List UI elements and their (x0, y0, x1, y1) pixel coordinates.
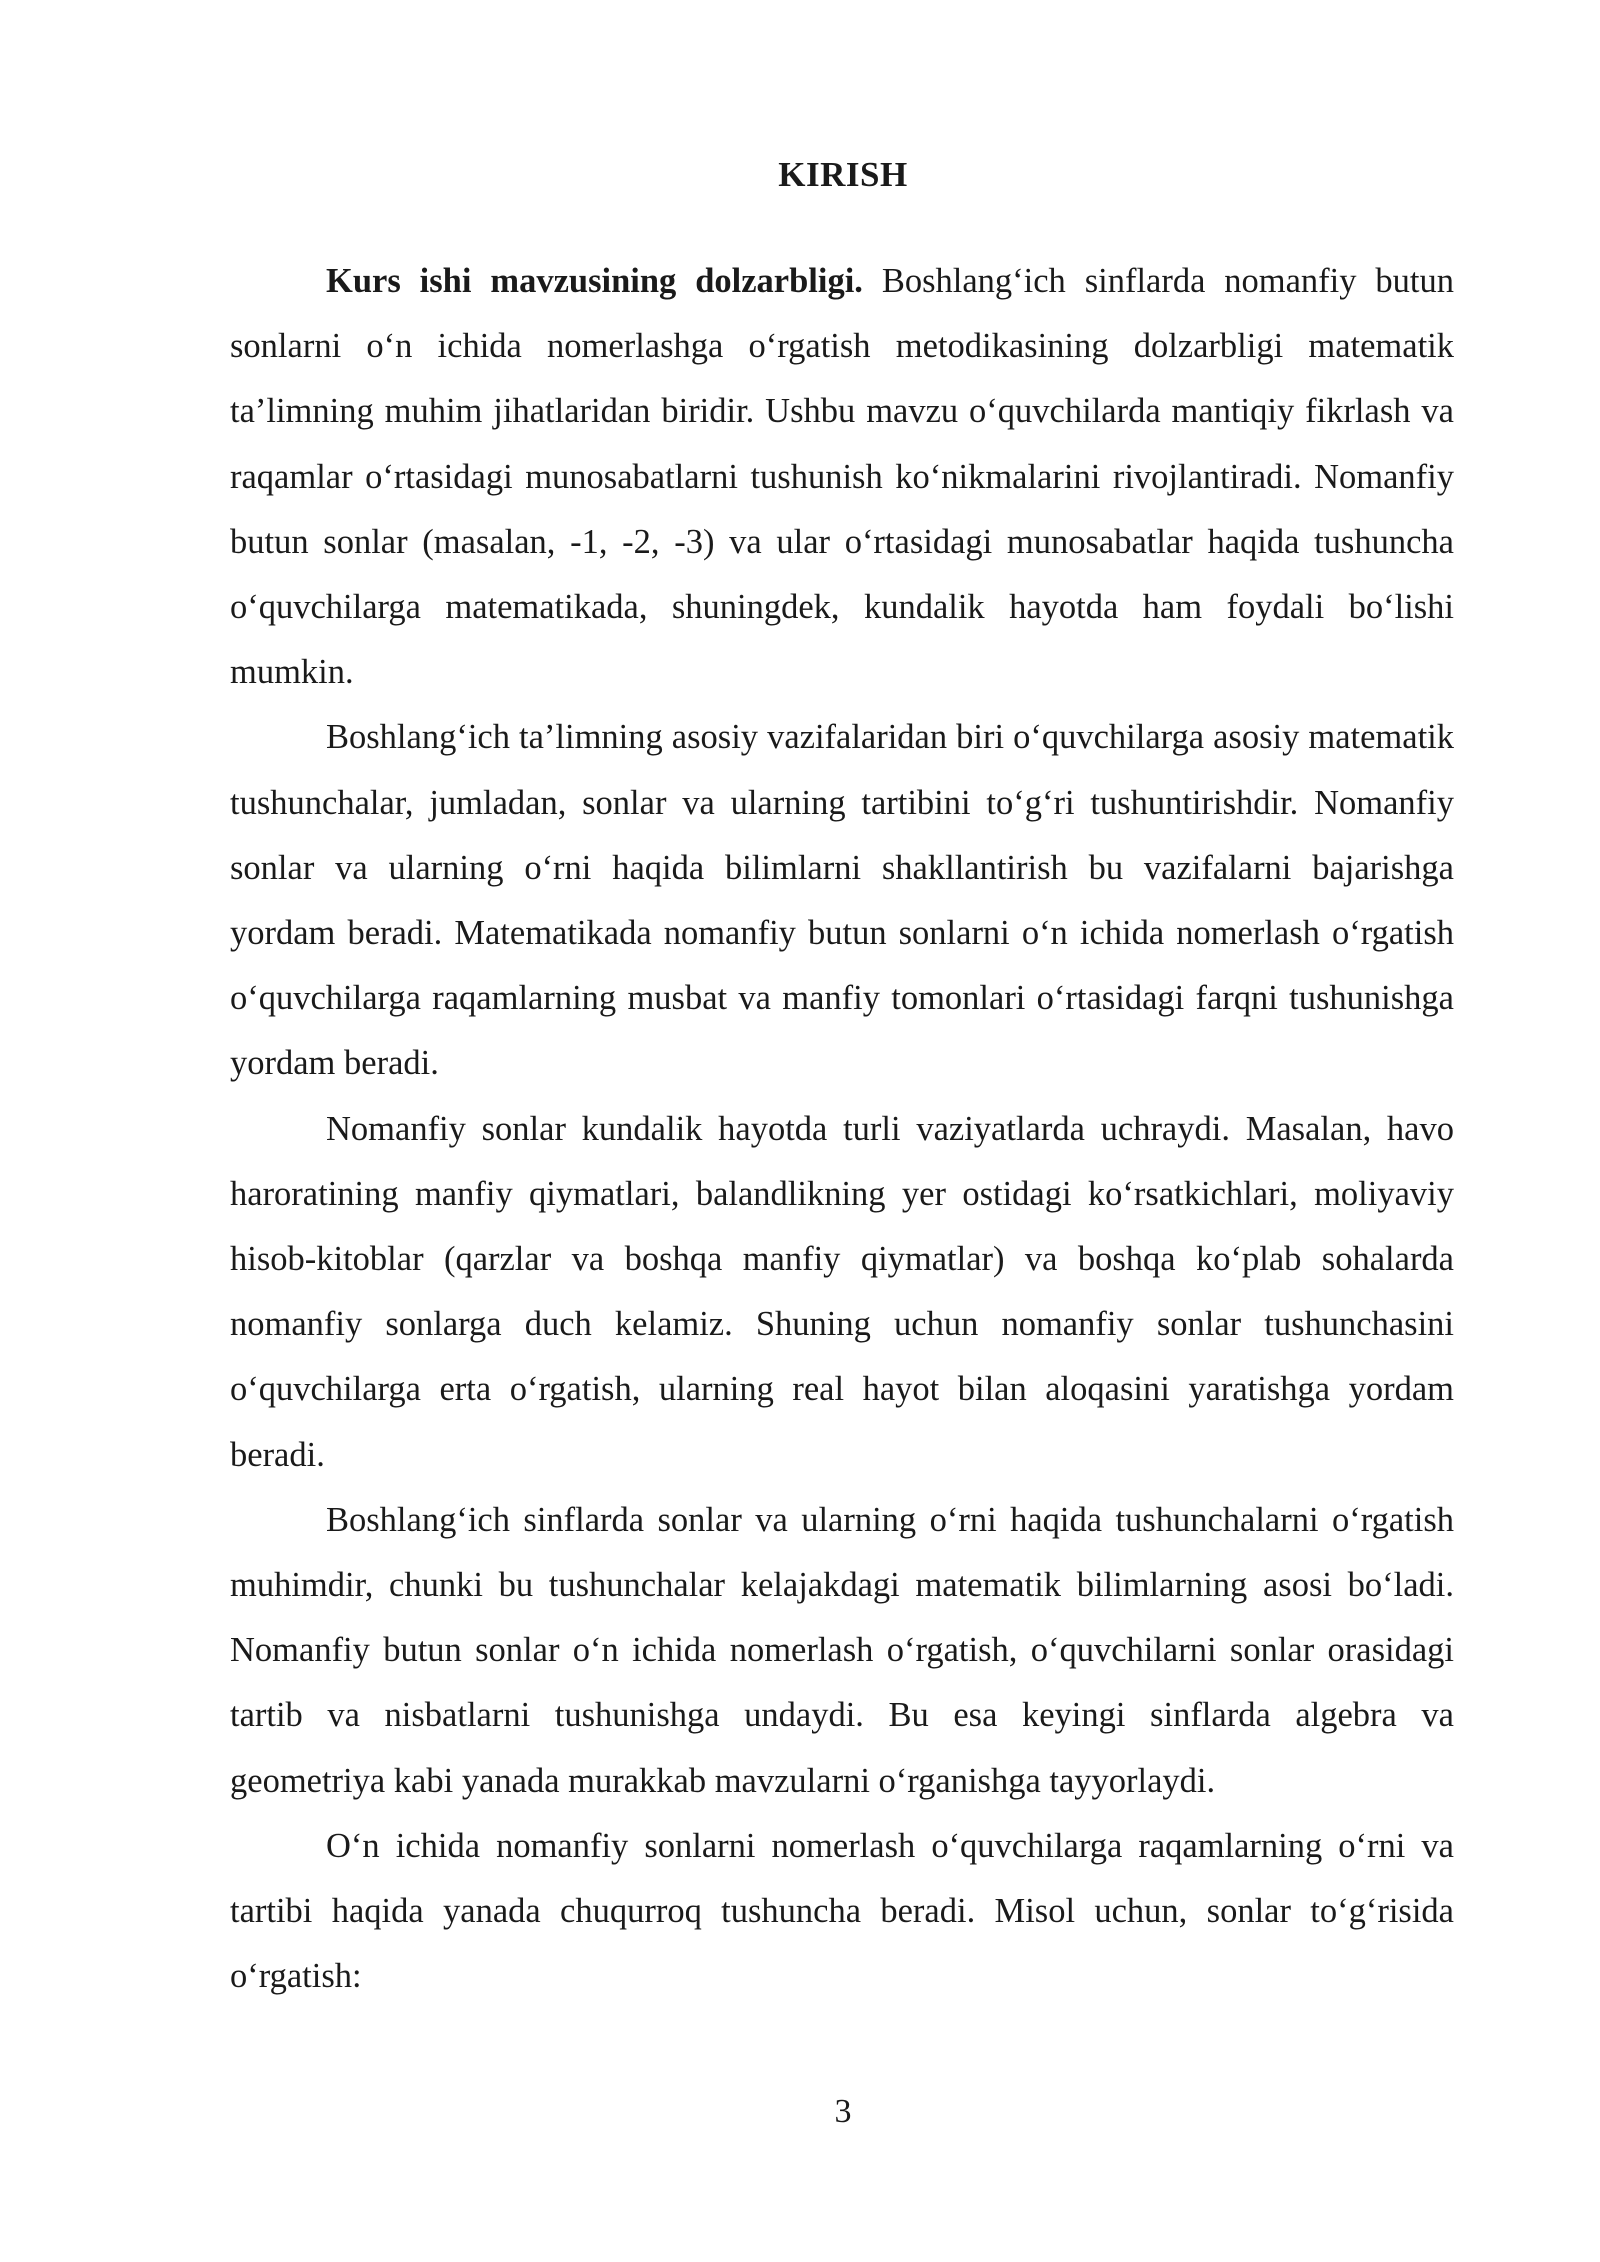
paragraph: O‘n ichida nomanfiy sonlarni nomerlash o‘quvchilarga raqamlarning o‘rni va tartibi haqida yanada chuqurroq tushuncha beradi. Misol uchun, sonlar to‘g‘risida o‘rgatish: (230, 1826, 1454, 1996)
paragraph-lead-heading: Kurs ishi mavzusining dolzarbligi. (326, 262, 863, 300)
paragraph-relevance (230, 249, 1454, 705)
document-body (230, 249, 1454, 2009)
paragraph-text: Boshlang‘ich sinflarda nomanfiy butun sonlarni o‘n ichida nomerlashga o‘rgatish metodikasining dolzarbligi matematik ta’limning muhim jihatlaridan biridir. Ushbu mavzu o‘quvchilarda mantiqiy fikrlash va raqamlar o‘rtasidagi munosabatlarni tushunish ko‘nikmalarini rivojlantiradi. Nomanfiy butun sonlar (masalan, -1, -2, -3) va ular o‘rtasidagi munosabatlar haqida tushuncha o‘quvchilarga matematikada, shuningdek, kundalik hayotda ham foydali bo‘lishi mumkin. (230, 262, 1454, 692)
paragraph: Boshlang‘ich ta’limning asosiy vazifalaridan biri o‘quvchilarga asosiy matematik tushunchalar, jumladan, sonlar va ularning tartibini to‘g‘ri tushuntirishdir. Nomanfiy sonlar va ularning o‘rni haqida bilimlarni shakllantirish bu vazifalarni bajarishga yordam beradi. Matematikada nomanfiy butun sonlarni o‘n ichida nomerlash o‘rgatish o‘quvchilarga raqamlarning musbat va manfiy tomonlari o‘rtasidagi farqni tushunishga yordam beradi. (230, 718, 1454, 1083)
paragraph: Boshlang‘ich sinflarda sonlar va ularning o‘rni haqida tushunchalarni o‘rgatish muhimdir, chunki bu tushunchalar kelajakdagi matematik bilimlarning asosi bo‘ladi. Nomanfiy butun sonlar o‘n ichida nomerlash o‘rgatish, o‘quvchilarni sonlar orasidagi tartib va nisbatlarni tushunishga undaydi. Bu esa keyingi sinflarda algebra va geometriya kabi yanada murakkab mavzularni o‘rganishga tayyorlaydi. (230, 1500, 1454, 1800)
paragraph: Nomanfiy sonlar kundalik hayotda turli vaziyatlarda uchraydi. Masalan, havo haroratining manfiy qiymatlari, balandlikning yer ostidagi ko‘rsatkichlari, moliyaviy hisob-kitoblar (qarzlar va boshqa manfiy qiymatlar) va boshqa ko‘plab sohalarda nomanfiy sonlarga duch kelamiz. Shuning uchun nomanfiy sonlar tushunchasini o‘quvchilarga erta o‘rgatish, ularning real hayot bilan aloqasini yaratishga yordam beradi. (230, 1109, 1454, 1474)
section-title: KIRISH (778, 155, 908, 194)
page-number: 3 (834, 2093, 852, 2130)
